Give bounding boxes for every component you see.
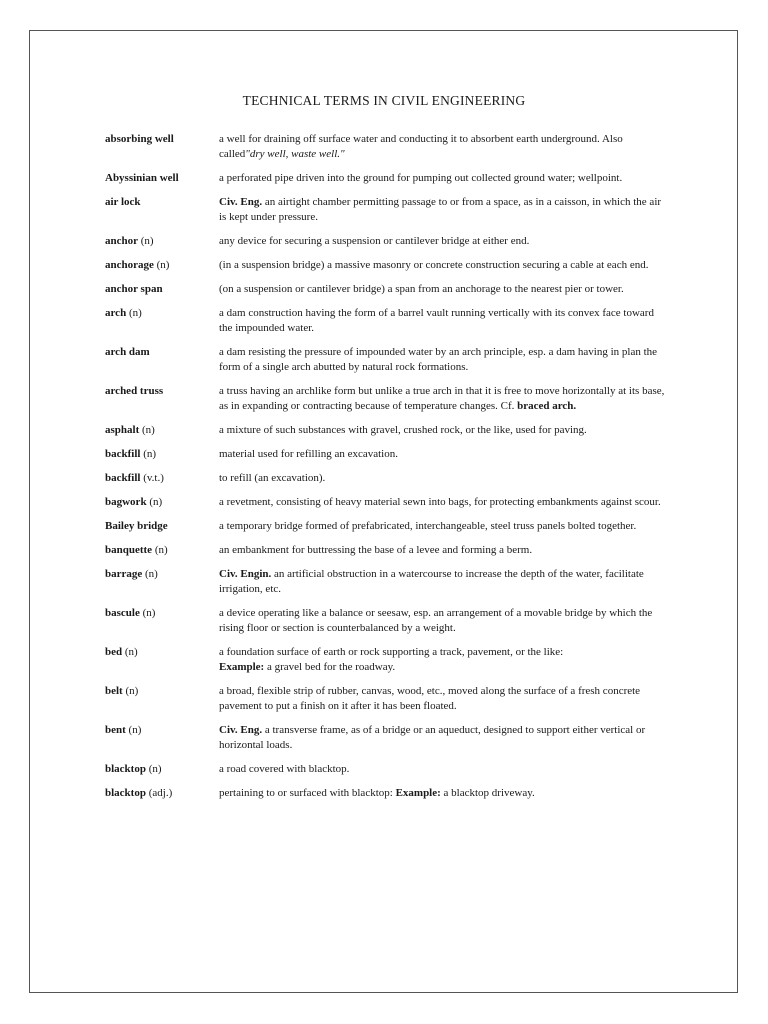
glossary-entry [105, 519, 670, 534]
glossary-entry [105, 132, 670, 162]
definition-text: a device operating like a balance or seesaw, esp. an arrangement of a movable bridge by which the rising floor or section is counterbalanced by a weight. [219, 607, 653, 634]
definition-text: a dam construction having the form of a barrel vault running vertically with its convex face toward the impounded water. [219, 307, 654, 334]
definition-text: (on a suspension or cantilever bridge) a span from an anchorage to the nearest pier or tower. [219, 283, 624, 295]
glossary-term: anchor span [105, 283, 163, 295]
definition-cell [219, 543, 670, 558]
part-of-speech: (n) [125, 685, 139, 697]
glossary-entry [105, 282, 670, 297]
glossary-entry [105, 543, 670, 558]
field-tag: Civ. Eng. [219, 196, 263, 208]
definition-text: a temporary bridge formed of prefabricated, interchangeable, steel truss panels bolted together. [219, 520, 637, 532]
glossary-entry [105, 495, 670, 510]
glossary-term: arched truss [105, 385, 164, 397]
term-cell [105, 195, 219, 225]
term-cell [105, 471, 219, 486]
definition-text: (in a suspension bridge) a massive masonry or concrete construction securing a cable at each end. [219, 259, 649, 271]
definition-cell [219, 723, 670, 753]
definition-cell [219, 384, 670, 414]
term-cell [105, 723, 219, 753]
glossary-entry [105, 345, 670, 375]
term-cell [105, 495, 219, 510]
part-of-speech: (n) [156, 259, 170, 271]
glossary-term: air lock [105, 196, 141, 208]
field-tag: Civ. Engin. [219, 568, 272, 580]
term-cell [105, 423, 219, 438]
glossary-entry [105, 606, 670, 636]
term-cell [105, 567, 219, 597]
example-label: Example: [395, 787, 441, 799]
glossary-term: Bailey bridge [105, 520, 168, 532]
definition-cell [219, 471, 670, 486]
definition-cell [219, 762, 670, 777]
part-of-speech: (n) [148, 763, 162, 775]
definition-cell [219, 606, 670, 636]
part-of-speech: (n) [140, 235, 154, 247]
glossary-term: arch [105, 307, 127, 319]
definition-text: pertaining to or surfaced with blacktop: [219, 787, 393, 799]
glossary-term: barrage [105, 568, 143, 580]
part-of-speech: (n) [145, 568, 158, 580]
glossary-entry [105, 762, 670, 777]
glossary-entry [105, 645, 670, 675]
term-cell [105, 345, 219, 375]
glossary-term: blacktop [105, 763, 146, 775]
term-cell [105, 645, 219, 675]
glossary-term: arch dam [105, 346, 150, 358]
glossary-term: banquette [105, 544, 153, 556]
definition-text: a broad, flexible strip of rubber, canvas, wood, etc., moved along the surface of a fresh concrete pavement to put a finish on it after it has been floated. [219, 685, 641, 712]
glossary-term: anchor [105, 235, 138, 247]
glossary-term: anchorage [105, 259, 154, 271]
part-of-speech: (n) [154, 544, 168, 556]
definition-cell [219, 258, 670, 273]
definition-text: a well for draining off surface water and conducting it to absorbent earth underground. Also called [219, 133, 623, 160]
part-of-speech: (n) [128, 307, 142, 319]
definition-text: a truss having an archlike form but unlike a true arch in that it is free to move horizontally at its base, as in expanding or contracting because of temperature changes. Cf. [219, 385, 665, 412]
glossary-term: bascule [105, 607, 140, 619]
definition-cell [219, 645, 670, 675]
glossary-term: bed [105, 646, 123, 658]
term-cell [105, 132, 219, 162]
definition-text: a perforated pipe driven into the ground for pumping out collected ground water; wellpoint. [219, 172, 623, 184]
definition-cell [219, 519, 670, 534]
glossary-term: absorbing well [105, 133, 174, 145]
page-title: TECHNICAL TERMS IN CIVIL ENGINEERING [242, 93, 526, 108]
glossary-entry [105, 786, 670, 801]
term-cell [105, 447, 219, 462]
term-cell [105, 306, 219, 336]
definition-cell [219, 684, 670, 714]
definition-cell [219, 786, 670, 801]
glossary-term: backfill [105, 448, 141, 460]
glossary-entry [105, 423, 670, 438]
definition-text: any device for securing a suspension or cantilever bridge at either end. [219, 235, 530, 247]
definition-cell [219, 306, 670, 336]
term-cell [105, 606, 219, 636]
term-cell [105, 234, 219, 249]
glossary-term: backfill [105, 472, 141, 484]
definition-cell [219, 195, 670, 225]
definition-cell [219, 447, 670, 462]
glossary-entry [105, 306, 670, 336]
definition-cell [219, 282, 670, 297]
definition-cell [219, 171, 670, 186]
definition-cell [219, 132, 670, 162]
definition-text: a revetment, consisting of heavy material sewn into bags, for protecting embankments against scour. [219, 496, 661, 508]
definition-text: a transverse frame, as of a bridge or an aqueduct, designed to support either vertical or horizontal loads. [219, 724, 646, 751]
definition-cell [219, 567, 670, 597]
term-cell [105, 258, 219, 273]
part-of-speech: (n) [124, 646, 138, 658]
term-cell [105, 519, 219, 534]
part-of-speech: (n) [143, 448, 157, 460]
glossary-entry [105, 384, 670, 414]
definition-text: a dam resisting the pressure of impounded water by an arch principle, esp. a dam having in plan the form of a single arch abutted by natural rock formations. [219, 346, 658, 373]
term-cell [105, 786, 219, 801]
glossary-term: bent [105, 724, 126, 736]
term-cell [105, 384, 219, 414]
glossary-entry [105, 195, 670, 225]
part-of-speech: (n) [142, 424, 155, 436]
example-label: Example: [219, 661, 265, 673]
glossary-entry [105, 234, 670, 249]
glossary-term: belt [105, 685, 123, 697]
glossary-entry [105, 447, 670, 462]
term-cell [105, 171, 219, 186]
glossary-term: blacktop [105, 787, 146, 799]
part-of-speech: (n) [128, 724, 142, 736]
glossary-list [105, 132, 670, 810]
definition-text: an embankment for buttressing the base of a levee and forming a berm. [219, 544, 533, 556]
definition-text: a mixture of such substances with gravel, crushed rock, or the like, used for paving. [219, 424, 587, 436]
field-tag: Civ. Eng. [219, 724, 263, 736]
example-text: a blacktop driveway. [443, 787, 535, 799]
definition-text: an airtight chamber permitting passage to or from a space, as in a caisson, in which the air is kept under pressure. [219, 196, 662, 223]
part-of-speech: (v.t.) [143, 472, 164, 484]
definition-cell [219, 234, 670, 249]
part-of-speech: (n) [142, 607, 156, 619]
definition-italic: "dry well, waste well." [245, 148, 345, 160]
definition-text: to refill (an excavation). [219, 472, 326, 484]
definition-cell [219, 345, 670, 375]
term-cell [105, 282, 219, 297]
glossary-entry [105, 471, 670, 486]
glossary-entry [105, 567, 670, 597]
glossary-term: asphalt [105, 424, 140, 436]
definition-cell [219, 423, 670, 438]
cross-reference: braced arch. [517, 400, 577, 412]
glossary-term: bagwork [105, 496, 147, 508]
definition-text: material used for refilling an excavation. [219, 448, 398, 460]
definition-text: an artificial obstruction in a watercourse to increase the depth of the water, facilitate irrigation, etc. [219, 568, 644, 595]
term-cell [105, 684, 219, 714]
glossary-entry [105, 171, 670, 186]
term-cell [105, 762, 219, 777]
glossary-entry [105, 258, 670, 273]
glossary-entry [105, 723, 670, 753]
part-of-speech: (adj.) [148, 787, 173, 799]
definition-text: a road covered with blacktop. [219, 763, 350, 775]
definition-text: a foundation surface of earth or rock supporting a track, pavement, or the like: [219, 646, 564, 658]
example-text: a gravel bed for the roadway. [266, 661, 396, 673]
term-cell [105, 543, 219, 558]
glossary-entry [105, 684, 670, 714]
definition-cell [219, 495, 670, 510]
part-of-speech: (n) [149, 496, 163, 508]
glossary-term: Abyssinian well [105, 172, 179, 184]
